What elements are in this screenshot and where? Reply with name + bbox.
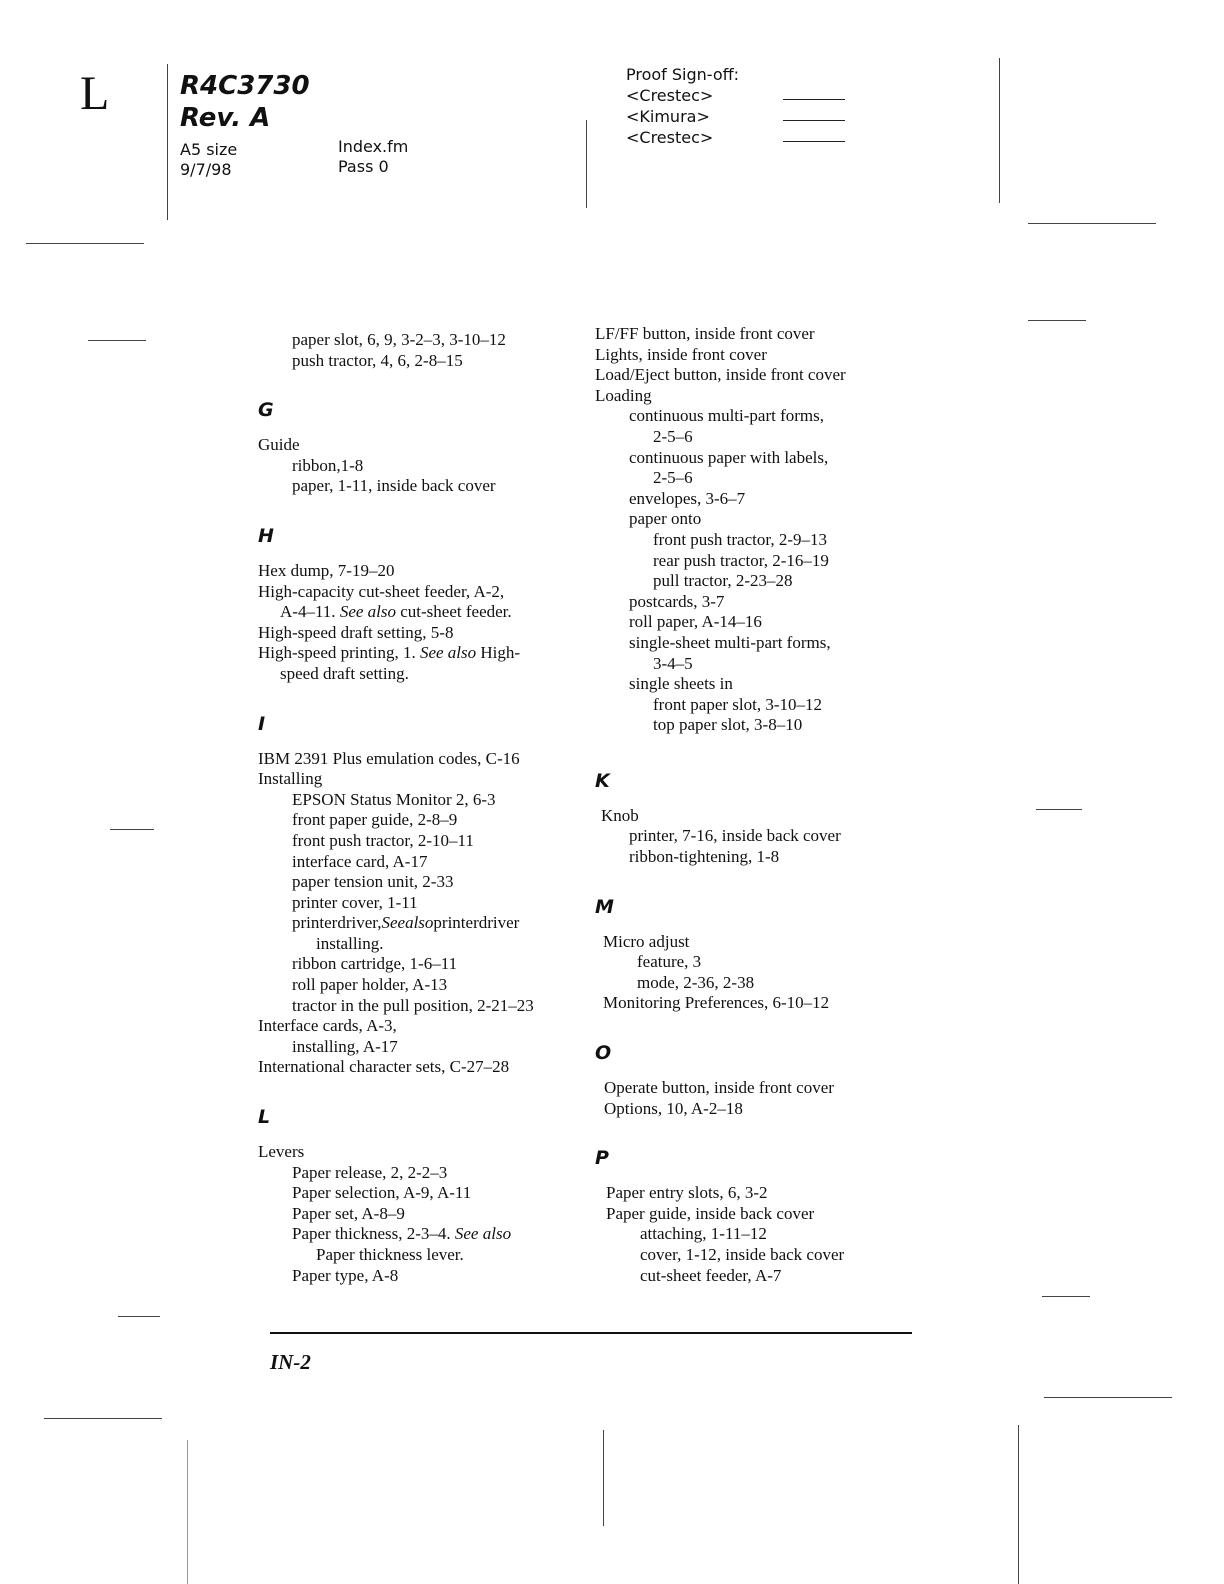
crop-mark: [1028, 320, 1086, 321]
section-letter-m: M: [595, 895, 614, 918]
crop-mark: [1028, 223, 1156, 224]
index-entry: push tractor, 4, 6, 2-8–15: [292, 350, 463, 370]
index-subentry: front push tractor, 2-10–11: [292, 830, 474, 850]
crop-mark: [187, 1440, 188, 1584]
index-subentry: continuous paper with labels,: [629, 447, 829, 467]
crop-mark: [118, 1316, 160, 1317]
index-entry: Guide: [258, 435, 300, 455]
index-subentry: printer cover, 1-11: [292, 892, 418, 912]
index-subentry-continued: 2-5–6: [653, 468, 693, 488]
index-subentry: cover, 1-12, inside back cover: [640, 1245, 845, 1264]
doc-date: 9/7/98: [180, 160, 232, 179]
index-subentry: postcards, 3-7: [629, 591, 725, 611]
index-subentry-continued: 2-5–6: [653, 426, 693, 446]
index-subentry: front paper guide, 2-8–9: [292, 810, 458, 830]
index-entry: High-speed draft setting, 5-8: [258, 622, 454, 642]
doc-code: R4C3730: [180, 71, 310, 101]
index-subentry-continued: Paper thickness lever.: [316, 1245, 464, 1264]
index-subentry: Paper set, A-8–9: [292, 1203, 405, 1223]
crop-mark: [1044, 1397, 1172, 1398]
proofer-2: <Kimura>: [626, 107, 710, 126]
section-letter-p: P: [595, 1147, 609, 1170]
proof-signoff: [626, 64, 739, 148]
index-subentry: single-sheet multi-part forms,: [629, 632, 831, 652]
index-entry-continued: A-4–11. See also cut-sheet feeder.: [280, 602, 512, 622]
size-date-block: [180, 140, 237, 180]
index-subsubentry: rear push tractor, 2-16–19: [653, 550, 829, 570]
index-entry: High-speed printing, 1. See also High-: [258, 643, 521, 663]
index-subentry: EPSON Status Monitor 2, 6-3: [292, 789, 496, 809]
index-entry: Micro adjust: [603, 931, 690, 951]
index-subentry: ribbon,1-8: [292, 455, 364, 475]
doc-code-block: [180, 70, 310, 134]
revision: Rev. A: [180, 103, 271, 133]
signature-line-1: [783, 99, 845, 100]
section-letter-g: G: [258, 399, 274, 422]
index-subentry: feature, 3: [637, 952, 702, 972]
crop-mark: [26, 243, 144, 244]
index-entry: Load/Eject button, inside front cover: [595, 365, 846, 385]
proofer-1: <Crestec>: [626, 86, 714, 105]
index-subentry: Paper thickness, 2-3–4. See also: [292, 1224, 512, 1244]
index-subentry: installing, A-17: [292, 1036, 398, 1056]
header-divider-right: [999, 58, 1000, 203]
crop-mark: [110, 829, 154, 830]
index-subentry: printerdriver,Seealsoprinterdriver: [292, 913, 520, 933]
crop-mark: [1018, 1425, 1019, 1584]
crop-mark: [88, 340, 146, 341]
section-letter-l: L: [258, 1106, 271, 1129]
crop-mark: [44, 1418, 162, 1419]
index-column-right: [595, 324, 846, 1286]
index-subentry: ribbon-tightening, 1-8: [629, 847, 780, 867]
index-entry: High-capacity cut-sheet feeder, A-2,: [258, 581, 505, 601]
index-entry: Monitoring Preferences, 6-10–12: [603, 993, 830, 1013]
index-subentry: paper tension unit, 2-33: [292, 872, 454, 892]
index-entry: paper slot, 6, 9, 3-2–3, 3-10–12: [292, 330, 506, 349]
index-subsubentry: pull tractor, 2-23–28: [653, 571, 793, 591]
index-entry: International character sets, C-27–28: [258, 1057, 510, 1077]
index-subentry: Paper release, 2, 2-2–3: [292, 1162, 448, 1182]
index-subentry: roll paper, A-14–16: [629, 612, 762, 632]
page-side-mark: L: [80, 67, 110, 120]
index-subentry: paper, 1-11, inside back cover: [292, 476, 496, 496]
index-subentry: roll paper holder, A-13: [292, 975, 448, 995]
index-subentry: attaching, 1-11–12: [640, 1224, 767, 1244]
pass-number: Pass 0: [338, 157, 389, 176]
index-column-left: [258, 330, 534, 1286]
header-divider: [167, 64, 168, 220]
index-subentry: paper onto: [629, 509, 702, 529]
index-subentry: continuous multi-part forms,: [629, 406, 825, 426]
crop-mark: [1042, 1296, 1090, 1297]
index-entry: Levers: [258, 1142, 305, 1162]
crop-mark: [1036, 809, 1082, 810]
index-entry: Paper entry slots, 6, 3-2: [606, 1183, 768, 1203]
index-entry: Operate button, inside front cover: [604, 1078, 834, 1098]
section-letter-i: I: [258, 712, 266, 735]
index-entry: IBM 2391 Plus emulation codes, C-16: [258, 748, 520, 768]
proofer-3: <Crestec>: [626, 128, 714, 147]
index-subsubentry: front paper slot, 3-10–12: [653, 694, 823, 714]
index-entry: Installing: [258, 769, 323, 789]
index-subentry: Paper selection, A-9, A-11: [292, 1183, 472, 1203]
index-entry: Interface cards, A-3,: [258, 1016, 397, 1036]
index-entry: LF/FF button, inside front cover: [595, 324, 815, 343]
file-pass-block: [338, 137, 408, 177]
index-subentry: single sheets in: [629, 674, 733, 694]
index-entry: Hex dump, 7-19–20: [258, 560, 395, 580]
paper-size: A5 size: [180, 140, 238, 159]
proof-title: Proof Sign-off:: [626, 65, 740, 84]
section-letter-h: H: [258, 524, 274, 547]
crop-mark: [603, 1430, 604, 1526]
index-subentry: interface card, A-17: [292, 851, 428, 871]
index-subentry: printer, 7-16, inside back cover: [629, 826, 841, 846]
index-entry: Lights, inside front cover: [595, 344, 767, 364]
index-entry: Knob: [601, 805, 639, 825]
index-subentry: tractor in the pull position, 2-21–23: [292, 995, 534, 1015]
index-subentry: mode, 2-36, 2-38: [637, 972, 755, 992]
index-entry: Options, 10, A-2–18: [604, 1098, 743, 1118]
header-divider-mid: [586, 120, 587, 208]
footer-rule: [270, 1332, 912, 1334]
index-entry: Loading: [595, 385, 652, 405]
index-subentry-continued: installing.: [316, 933, 384, 953]
index-subentry: Paper type, A-8: [292, 1265, 399, 1285]
index-subentry: ribbon cartridge, 1-6–11: [292, 954, 458, 974]
index-subsubentry: top paper slot, 3-8–10: [653, 715, 803, 735]
index-entry: Paper guide, inside back cover: [606, 1203, 815, 1223]
index-subsubentry: front push tractor, 2-9–13: [653, 529, 828, 549]
index-subentry: envelopes, 3-6–7: [629, 488, 746, 508]
section-letter-o: O: [595, 1042, 612, 1065]
signature-line-2: [783, 120, 845, 121]
page-number: IN-2: [270, 1350, 311, 1374]
index-subentry: cut-sheet feeder, A-7: [640, 1265, 782, 1285]
signature-line-3: [783, 141, 845, 142]
section-letter-k: K: [595, 769, 610, 792]
index-entry-continued: speed draft setting.: [280, 663, 409, 683]
file-name: Index.fm: [338, 137, 409, 156]
index-subentry-continued: 3-4–5: [653, 653, 693, 673]
